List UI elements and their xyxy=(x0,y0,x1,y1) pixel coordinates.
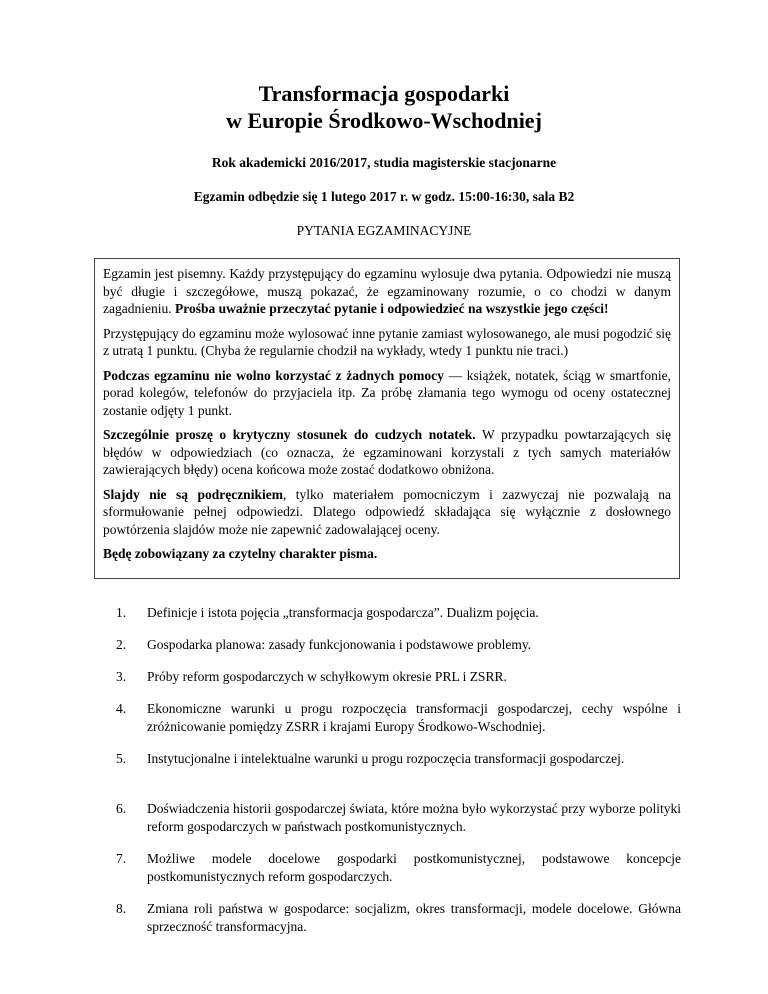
question-text: Doświadczenia historii gospodarczej świata, które można było wykorzystać przy wyborze polityki reform gospodarczych w państwach postkomunistycznych. xyxy=(147,801,681,834)
question-text: Definicje i istota pojęcia „transformacja gospodarcza”. Dualizm pojęcia. xyxy=(147,605,539,620)
question-number: 5. xyxy=(116,751,127,766)
rules-paragraph-6 xyxy=(103,545,671,563)
rules-paragraph-2 xyxy=(103,325,671,360)
question-text: Możliwe modele docelowe gospodarki postkomunistycznej, podstawowe koncepcje postkomunistycznych reform gospodarczych. xyxy=(147,851,681,884)
question-number: 3. xyxy=(116,669,127,684)
question-number: 8. xyxy=(116,901,127,916)
rules-paragraph-5 xyxy=(103,486,671,539)
exam-info: Egzamin odbędzie się 1 lutego 2017 r. w godz. 15:00-16:30, sala B2 xyxy=(193,189,575,204)
rules-p6-bold: Będę zobowiązany za czytelny charakter pisma. xyxy=(103,546,378,561)
rules-p1-bold: Prośba uważnie przeczytać pytanie i odpowiedzieć na wszystkie jego części! xyxy=(174,301,609,316)
rules-paragraph-3 xyxy=(103,367,671,420)
rules-p5-bold: Slajdy nie są podręcznikiem xyxy=(103,486,283,502)
question-text: Zmiana roli państwa w gospodarce: socjalizm, okres transformacji, modele docelowe. Główna sprzeczność transformacyjna. xyxy=(147,901,681,934)
question-number: 4. xyxy=(116,701,127,716)
rules-p1-text: Egzamin jest pisemny. Każdy przystępujący do egzaminu wylosuje dwa pytania. Odpowiedzi nie muszą być długie i szczegółowe, muszą pokazać, że egzaminowany rozumie, o co chodzi w danym zagadnieniu. xyxy=(103,266,671,316)
question-text: Próby reform gospodarczych w schyłkowym okresie PRL i ZSRR. xyxy=(147,669,507,684)
question-text: Instytucjonalne i intelektualne warunki u progu rozpoczęcia transformacji gospodarczej. xyxy=(147,751,625,766)
rules-p3-bold: Podczas egzaminu nie wolno korzystać z żadnych pomocy xyxy=(103,367,444,383)
rules-paragraph-4 xyxy=(103,426,671,479)
title-line-2: w Europie Środkowo-Wschodniej xyxy=(226,108,542,133)
question-number: 7. xyxy=(116,851,127,866)
question-text: Ekonomiczne warunki u progu rozpoczęcia transformacji gospodarczej, cechy wspólne i zróżnicowanie pomiędzy ZSRR i krajami Europy Środkowo-Wschodniej. xyxy=(147,701,681,734)
rules-p4-bold: Szczególnie proszę o krytyczny stosunek do cudzych notatek. xyxy=(103,427,476,442)
question-number: 6. xyxy=(116,801,127,816)
exam-rules-box xyxy=(94,258,680,579)
rules-p4-text: W przypadku powtarzających się błędów w odpowiedziach (co oznacza, że egzaminowani korzystali z tych samych materiałów zawierających błędy) ocena końcowa może zostać dodatkowo obniżona. xyxy=(103,427,671,477)
section-heading: PYTANIA EGZAMINACYJNE xyxy=(296,223,472,238)
document-title xyxy=(0,80,768,134)
question-number: 2. xyxy=(116,637,127,652)
rules-paragraph-1 xyxy=(103,265,671,318)
question-number: 1. xyxy=(116,605,127,620)
rules-p5-text: , tylko materiałem pomocniczym i zazwyczaj nie pozwalają na sformułowanie pełnej odpowiedzi. Dlatego odpowiedź składająca się wyłącznie z dosłownego powtórzenia slajdów może nie zapewnić zadowalającej oceny. xyxy=(103,486,671,537)
rules-p3-text: — książek, notatek, ściąg w smartfonie, porad kolegów, telefonów do przyjaciela itp. Za próbę złamania tego wymogu od oceny ostatecznej zostanie odjęty 1 punkt. xyxy=(103,367,671,418)
rules-p2-text: Przystępujący do egzaminu może wylosować inne pytanie zamiast wylosowanego, ale musi pogodzić się z utratą 1 punktu. (Chyba że regularnie chodził na wykłady, wtedy 1 punktu nie traci.) xyxy=(103,325,671,358)
academic-year: Rok akademicki 2016/2017, studia magisterskie stacjonarne xyxy=(211,155,557,170)
title-line-1: Transformacja gospodarki xyxy=(258,81,510,106)
question-text: Gospodarka planowa: zasady funkcjonowania i podstawowe problemy. xyxy=(147,637,532,652)
